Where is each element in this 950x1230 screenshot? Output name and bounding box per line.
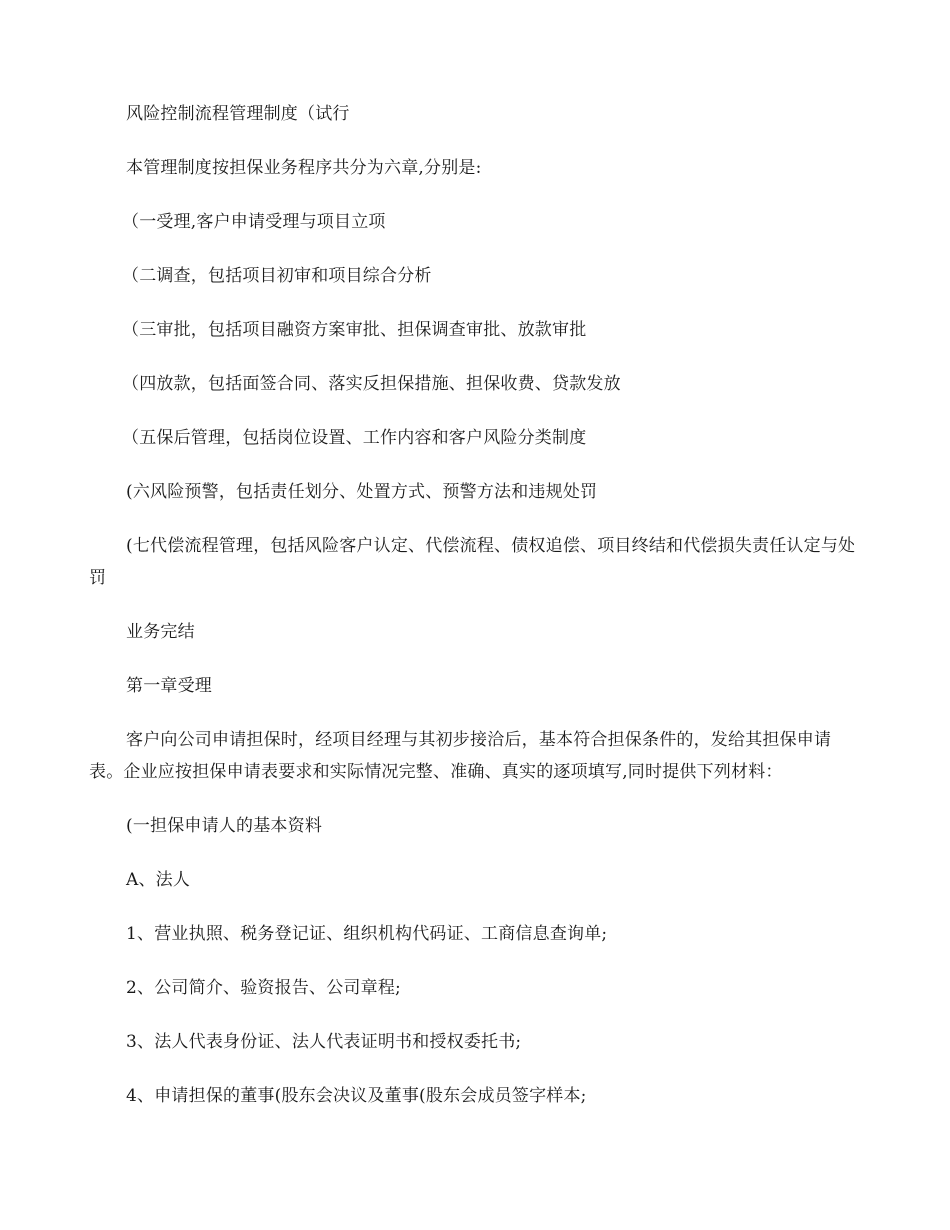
chapter-list-item-3: （三审批，包括项目融资方案审批、担保调查审批、放款审批 xyxy=(122,320,587,340)
material-item-3: 3、法人代表身份证、法人代表证明书和授权委托书; xyxy=(126,1032,522,1052)
material-item-1: 1、营业执照、税务登记证、组织机构代码证、工商信息查询单; xyxy=(126,924,608,944)
chapter-list-item-4: （四放款，包括面签合同、落实反担保措施、担保收费、贷款发放 xyxy=(122,374,621,394)
document-body xyxy=(89,98,859,1134)
document-title: 风险控制流程管理制度（试行 xyxy=(126,104,350,124)
material-item-4: 4、申请担保的董事(股东会决议及董事(股东会成员签字样本; xyxy=(126,1086,587,1106)
chapter-list-item-1: （一受理,客户申请受理与项目立项 xyxy=(122,212,386,232)
chapter-list-item-2: （二调查，包括项目初审和项目综合分析 xyxy=(122,266,432,286)
chapter-list-item-6: (六风险预警，包括责任划分、处置方式、预警方法和违规处罚 xyxy=(126,482,598,502)
subsection-legal-person: A、法人 xyxy=(126,870,191,890)
chapter-list-item-5: （五保后管理，包括岗位设置、工作内容和客户风险分类制度 xyxy=(122,428,587,448)
intro-paragraph: 本管理制度按担保业务程序共分为六章,分别是: xyxy=(126,158,482,178)
chapter-list-item-7: (七代偿流程管理，包括风险客户认定、代偿流程、债权追偿、项目终结和代偿损失责任认定与处罚 xyxy=(89,536,856,588)
business-completion-heading: 业务完结 xyxy=(126,622,195,642)
section-basic-materials: (一担保申请人的基本资料 xyxy=(126,816,323,836)
application-paragraph: 客户向公司申请担保时，经项目经理与其初步接洽后，基本符合担保条件的，发给其担保申请表。企业应按担保申请表要求和实际情况完整、准确、真实的逐项填写,同时提供下列材料： xyxy=(89,730,832,782)
material-item-2: 2、公司简介、验资报告、公司章程; xyxy=(126,978,401,998)
chapter-one-heading: 第一章受理 xyxy=(126,676,212,696)
